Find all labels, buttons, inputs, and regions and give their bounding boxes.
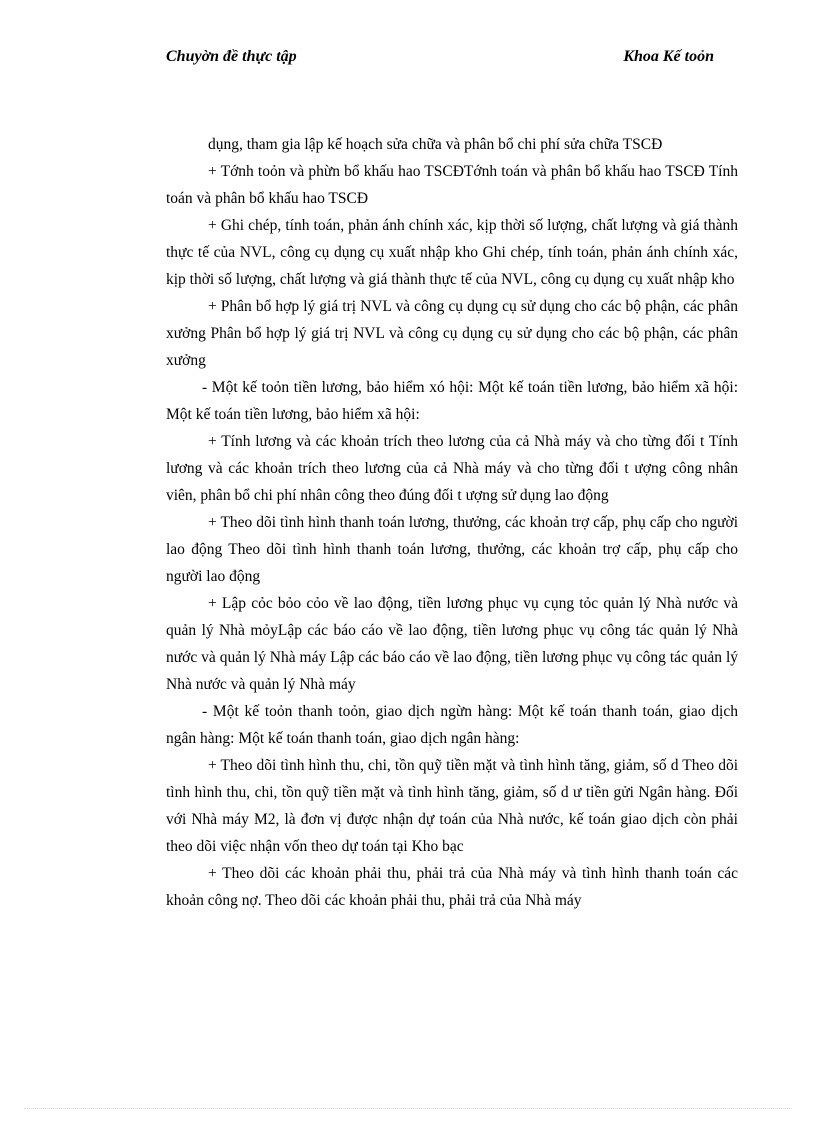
header-title-right: Khoa Kế toỏn	[623, 48, 714, 65]
paragraph-1: dụng, tham gia lập kế hoạch sửa chữa và phân bổ chi phí sửa chữa TSCĐ	[208, 136, 663, 153]
paragraph-4: + Phân bổ hợp lý giá trị NVL và công cụ dụng cụ sử dụng cho các bộ phận, các phân xưởng Phân bổ hợp lý giá trị NVL và công cụ dụng cụ sử dụng cho các bộ phận, các phân xưởng	[166, 298, 738, 369]
page-header	[166, 48, 714, 70]
paragraph-7: + Theo dõi tình hình thanh toán lương, thưởng, các khoản trợ cấp, phụ cấp cho người lao động Theo dõi tình hình thanh toán lương, thưởng, các khoản trợ cấp, phụ cấp cho người lao động	[166, 514, 738, 585]
header-title-left: Chuyờn đề thực tập	[166, 48, 297, 65]
paragraph-3: + Ghi chép, tính toán, phản ánh chính xác, kịp thời số lượng, chất lượng và giá thành thực tế của NVL, công cụ dụng cụ xuất nhập kho Ghi chép, tính toán, phản ánh chính xác, kịp thời số lượng, chất lượng và giá thành thực tế của NVL, công cụ dụng cụ xuất nhập kho	[166, 217, 738, 288]
paragraph-5: - Một kế toỏn tiền lương, bảo hiểm xó hội: Một kế toán tiền lương, bảo hiểm xã hội: Một kế toán tiền lương, bảo hiểm xã hội:	[166, 379, 738, 423]
document-body	[166, 131, 738, 914]
paragraph-9: - Một kế toỏn thanh toỏn, giao dịch ngừn hàng: Một kế toán thanh toán, giao dịch ngân hàng: Một kế toán thanh toán, giao dịch ngân hàng:	[166, 703, 738, 747]
paragraph-6: + Tính lương và các khoản trích theo lương của cả Nhà máy và cho từng đối t Tính lương và các khoản trích theo lương của cả Nhà máy và cho từng đối t ượng công nhân viên, phân bổ chi phí nhân công theo đúng đối t ượng sử dụng lao động	[166, 433, 738, 504]
page-bottom-divider	[24, 1108, 792, 1109]
paragraph-11: + Theo dõi các khoản phải thu, phải trả của Nhà máy và tình hình thanh toán các khoản công nợ. Theo dõi các khoản phải thu, phải trả của Nhà máy	[166, 865, 738, 909]
paragraph-8: + Lập cỏc bỏo cỏo về lao động, tiền lương phục vụ cụng tỏc quản lý Nhà nước và quản lý Nhà mỏyLập các báo cáo về lao động, tiền lương phục vụ công tác quản lý Nhà nước và quản lý Nhà máy Lập các báo cáo về lao động, tiền lương phục vụ công tác quản lý Nhà nước và quản lý Nhà máy	[166, 595, 738, 693]
paragraph-10: + Theo dõi tình hình thu, chi, tồn quỹ tiền mặt và tình hình tăng, giảm, số d Theo dõi tình hình thu, chi, tồn quỹ tiền mặt và tình hình tăng, giảm, số d ư tiền gửi Ngân hàng. Đối với Nhà máy M2, là đơn vị được nhận dự toán của Nhà nước, kế toán giao dịch còn phải theo dõi việc nhận vốn theo dự toán tại Kho bạc	[166, 757, 738, 855]
paragraph-2: + Tớnh toỏn và phừn bổ khấu hao TSCĐTớnh toán và phân bổ khấu hao TSCĐ Tính toán và phân bổ khấu hao TSCĐ	[166, 163, 738, 207]
